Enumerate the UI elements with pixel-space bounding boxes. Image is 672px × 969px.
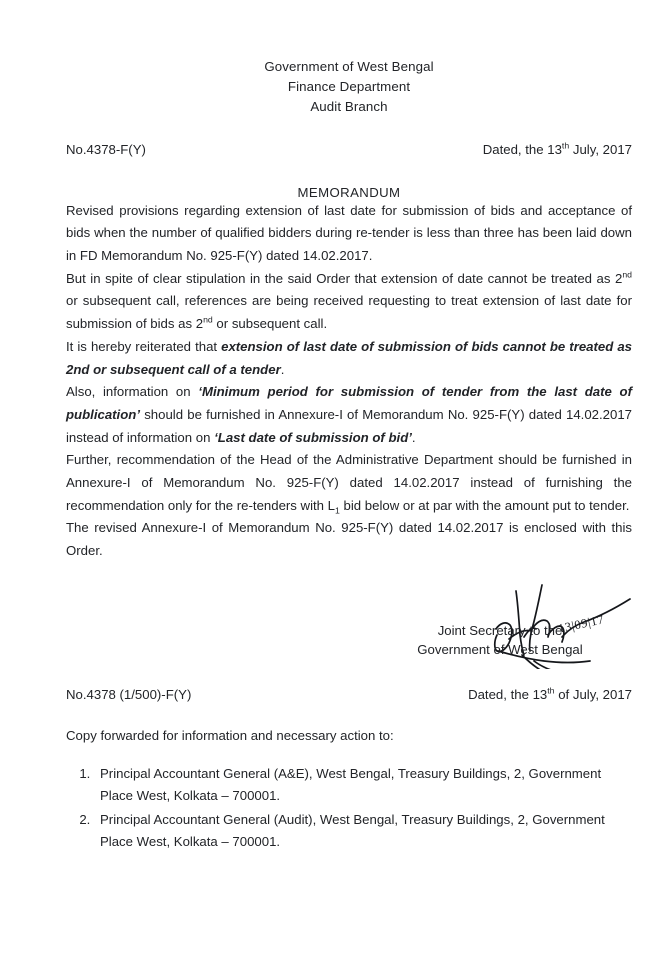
paragraph-2-part-a: But in spite of clear stipulation in the said Order that extension of date cannot be treated as 2 <box>66 270 623 286</box>
list-item: 2. Principal Accountant General (Audit), West Bengal, Treasury Buildings, 2, Government Place West, Kolkata – 700001. <box>94 809 632 854</box>
paragraph-3-part-a: It is hereby reiterated that <box>66 338 222 354</box>
reference-row-2 <box>66 687 632 702</box>
memorandum-title: MEMORANDUM <box>297 184 401 200</box>
memo-date-2 <box>468 687 632 702</box>
ordinal-superscript-nd-2: nd <box>203 314 213 325</box>
paragraph-3-part-b: . <box>280 361 285 377</box>
paragraph-4-part-a: Also, information on <box>66 384 199 400</box>
letterhead-line-government: Government of West Bengal <box>264 59 434 74</box>
paragraph-4 <box>66 381 632 449</box>
copy-forwarded-line: Copy forwarded for information and necessary action to: <box>66 727 394 743</box>
reference-row <box>66 142 632 157</box>
paragraph-3 <box>66 336 632 381</box>
paragraph-1: Revised provisions regarding extension of last date for submission of bids and acceptance of bids when the number of qualified bidders during re-tender is less than three has been laid down in FD Memorandum No. 925-F(Y) dated 14.02.2017. <box>66 202 632 264</box>
paragraph-4-emphasis-1: ‘Minimum period for submission of tender from the last date of publication’ <box>66 384 632 422</box>
memo-date-suffix: July, 2017 <box>569 141 632 157</box>
recipient-list <box>66 763 632 854</box>
list-item: 1. Principal Accountant General (A&E), West Bengal, Treasury Buildings, 2, Government Place West, Kolkata – 700001. <box>94 763 632 808</box>
letterhead <box>66 57 632 118</box>
paragraph-2-part-b: or subsequent call, references are being received requesting to treat extension of last date for submission of bids as 2 <box>66 293 632 332</box>
handwritten-date: 13|09|17 <box>556 612 606 636</box>
memo-date-2-prefix: Dated, the 13 <box>468 686 548 702</box>
memo-date-2-suffix: of July, 2017 <box>554 686 632 702</box>
designation-line-1: Joint Secretary to the <box>437 622 563 638</box>
paragraph-2 <box>66 268 632 336</box>
paragraph-4-part-b: should be furnished in Annexure-I of Memorandum No. 925-F(Y) dated 14.02.2017 instead of information on <box>66 406 632 445</box>
paragraph-2-part-c: or subsequent call. <box>212 316 328 332</box>
designation-line-2: Government of West Bengal <box>417 642 583 657</box>
l1-subscript: 1 <box>335 505 340 516</box>
paragraph-5 <box>66 449 632 517</box>
paragraph-6: The revised Annexure-I of Memorandum No. 925-F(Y) dated 14.02.2017 is enclosed with this Order. <box>66 520 632 559</box>
ordinal-superscript-nd-1: nd <box>622 269 632 280</box>
memo-date-2-ordinal: th <box>547 685 555 696</box>
memo-date-ordinal: th <box>561 140 570 151</box>
memo-date-prefix: Dated, the 13 <box>482 141 562 157</box>
paragraph-5-part-a: Further, recommendation of the Head of the Administrative Department should be furnished in Annexure-I of Memorandum No. 925-F(Y) dated 14.02.2017 instead of furnishing the recommendation only for the re-tenders with L <box>66 452 632 513</box>
letterhead-line-branch: Audit Branch <box>310 99 388 115</box>
paragraph-4-emphasis-2: ‘Last date of submission of bid’ <box>214 429 412 445</box>
memo-date <box>483 142 632 157</box>
signature-area <box>66 583 632 669</box>
letterhead-line-department: Finance Department <box>287 79 411 95</box>
memo-number: No.4378-F(Y) <box>66 141 146 157</box>
paragraph-3-emphasis: extension of last date of submission of bids cannot be treated as 2nd or subsequent call of a tender <box>66 338 632 377</box>
memo-number-2: No.4378 (1/500)-F(Y) <box>66 686 192 702</box>
paragraph-4-part-c: . <box>411 429 416 445</box>
paragraph-5-part-b: bid below or at par with the amount put to tender. <box>339 497 630 513</box>
document-content <box>66 0 632 855</box>
